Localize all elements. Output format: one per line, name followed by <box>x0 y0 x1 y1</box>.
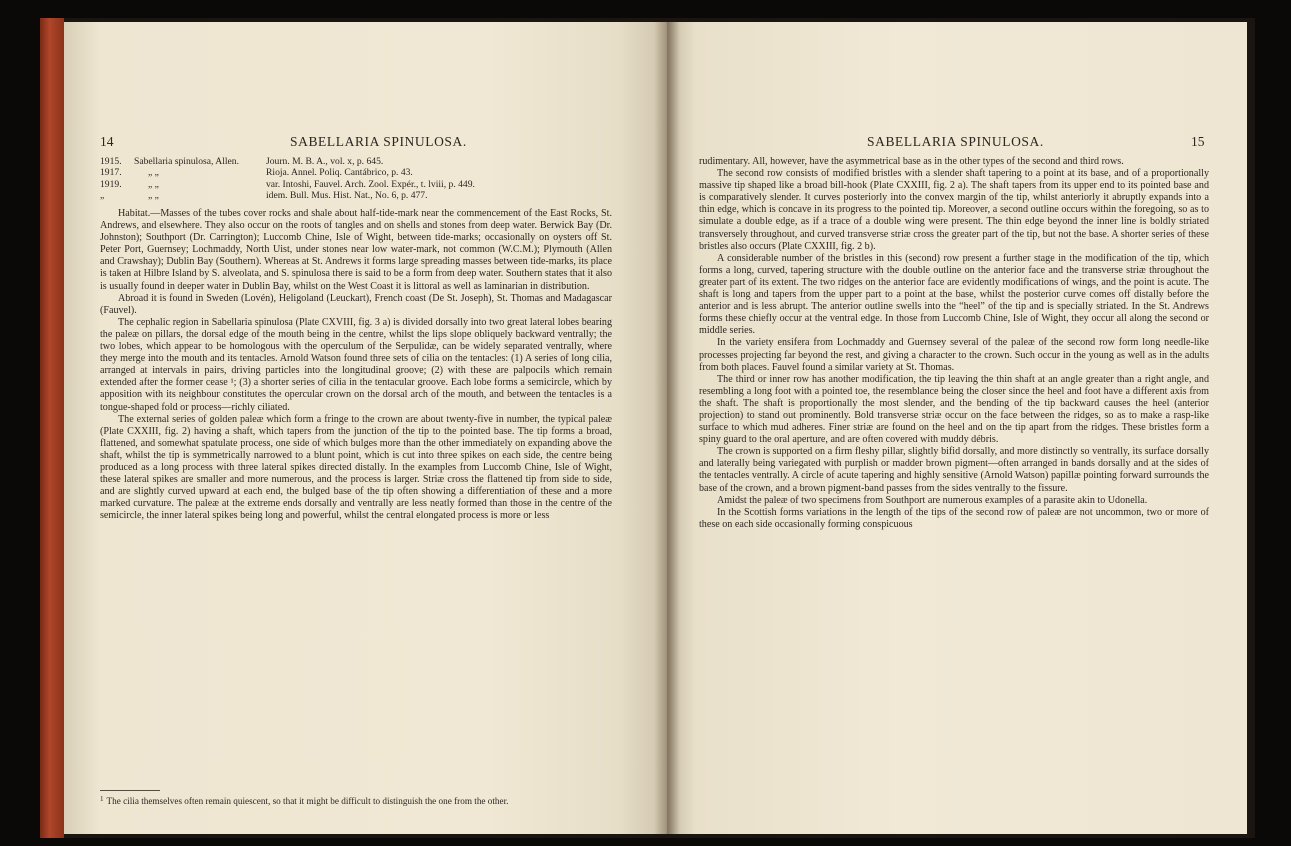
paragraph-habitat: Habitat.—Masses of the tubes cover rocks and shale about half-tide-mark near the commencement of the East Rocks, St. Andrews, and elsewhere. They also occur on the roots of tangles and on shells and stones from deep water. Berwick Bay (Dr. Johnston); Southport (Dr. Carrington); Luccomb Chine, Isle of Wight, between tide-marks; occasionally on oysters off St. Peter Port, Guernsey; Lochmaddy, North Uist, under stones near low water-mark, not common (W.C.M.); Plymouth (Allen and Crawshay); Dublin Bay (Southern). Whereas at St. Andrews it forms large spreading masses between tide-marks, its place is taken at Hilbre Island by S. alveolata, and S. spinulosa there is said to be a form from deep water. Southern states that it also is usually found in deeper water in Dublin Bay, whilst on the West Coast it is littoral as well as laminarian in distribution. <box>100 208 612 292</box>
synonymy-entry: 1919. „ „ var. Intoshi, Fauvel. Arch. Zool. Expér., t. lviii, p. 449. <box>100 178 475 190</box>
synonymy-entry: „ „ „ idem. Bull. Mus. Hist. Nat., No. 6, p. 477. <box>100 190 428 202</box>
synonymy-list <box>100 156 600 202</box>
right-body-text <box>699 156 1209 531</box>
book-cover-edge <box>40 18 64 838</box>
open-book <box>40 18 1255 838</box>
page-number-right: 15 <box>1191 134 1205 149</box>
running-head-left: SABELLARIA SPINULOSA. <box>290 134 467 149</box>
page-number-left: 14 <box>100 134 114 149</box>
footnote-mark: 1 <box>100 795 104 803</box>
paragraph-crown: The crown is supported on a firm fleshy pillar, slightly bifid dorsally, and more distinctly so ventrally, its surface dorsally and laterally being variegated with purplish or madder brown pigment—often arranged in bands dorsally and at the sides of the tentacles ventrally. A circle of acute tapering and highly sensitive (Arnold Watson) papillæ pointing forward surrounds the base of the crown, and a brown pigment-band passes from the sides ventrally to the fissure. <box>699 446 1209 494</box>
left-page <box>64 22 667 834</box>
synonymy-entry: 1917. „ „ Rioja. Annel. Poliq. Cantábrico, p. 43. <box>100 167 413 179</box>
paragraph-variety-ensifera: In the variety ensifera from Lochmaddy and Guernsey several of the paleæ of the second row form long needle-like processes projecting far beyond the rest, and giving a character to the crown. Such occur in the young as well as in the adults from both places. Fauvel found a similar variety at St. Thomas. <box>699 337 1209 373</box>
paragraph-third-row: The third or inner row has another modification, the tip leaving the thin shaft at an angle greater than a right angle, and resembling a long foot with a pointed toe, the resemblance being the closer since the heel and foot have a different axis from the shaft. The shaft is proportionally the most slender, and the bending of the tip backward causes the heel (anterior projection) to stand out prominently. Bold transverse striæ occur on the face between the ridges, so as to make a rasp-like surface to which mud adheres. Finer striæ are found on the heel and on the tip apart from the ridges. These bristles form a spiny guard to the oral aperture, and are often covered with muddy débris. <box>699 373 1209 446</box>
left-body-text <box>100 208 612 522</box>
paragraph-distribution: Abroad it is found in Sweden (Lovén), Heligoland (Leuckart), French coast (De St. Joseph), St. Thomas and Madagascar (Fauvel). <box>100 292 612 316</box>
paragraph-second-row: The second row consists of modified bristles with a slender shaft tapering to a point at its base, and of a proportionally massive tip shaped like a broad bill-hook (Plate CXXIII, fig. 2 a). The shaft tapers from its upper end to its pointed base and is comparatively slender. It curves posteriorly into the convex margin of the tip, whilst anteriorly it abruptly expands into a thin edge, which is concave in its progress to the pointed tip. Moreover, a second outline occurs within the foregoing, so as to simulate a double edge, as if a trace of a double wing were present. The thin edge beyond the inner line is boldly striated transversely throughout, and curved transverse striæ cross the greater part of the tip, but not the base. A shorter series of these bristles also occurs (Plate CXXIII, fig. 2 b). <box>699 168 1209 252</box>
paragraph-parasite: Amidst the paleæ of two specimens from Southport are numerous examples of a parasite akin to Udonella. <box>717 494 1148 506</box>
paragraph-cephalic-region: The cephalic region in Sabellaria spinulosa (Plate CXVIII, fig. 3 a) is divided dorsally into two great lateral lobes bearing the paleæ on pillars, the dorsal edge of the mouth being in the centre, whilst the lips slope obliquely backward ventrally; the two lobes, which appear to be homologous with the operculum of the Serpulidæ, can be widely separated ventrally, where they merge into the mouth and its tentacles. Arnold Watson found three sets of cilia on the tentacles: (1) A series of long cilia, arranged at intervals in pairs, driving particles into the longitudinal groove; (2) with these are palpocils which remain extended after the former cease ¹; (3) a shorter series of cilia in the tentacular groove. Each lobe forms a semicircle, which by apposition with its neighbour constitutes the opercular crown on the dorsal arch of the mouth, and between the tentacles is a tongue-shaped fold or process—richly ciliated. <box>100 316 612 413</box>
footnote <box>100 794 612 807</box>
paragraph-modification: A considerable number of the bristles in this (second) row present a further stage in the modification of the tip, which forms a long, curved, tapering structure with the double outline on the anterior face and the transverse striæ throughout the greater part of its extent. The two ridges on the anterior face are evidently modifications of wings, and the point is acute. The shaft is long and tapers from the upper part to a point at the base, whilst the posterior curve comes off distally before the anterior and is less abrupt. The anterior outline swells into the “heel” of the tip and is specially striated. In the St. Andrews forms these chiefly occur at the ventral edge. In those from Luccomb Chine, Isle of Wight, they occur all along the second or middle series. <box>699 252 1209 337</box>
footnote-text: The cilia themselves often remain quiescent, so that it might be difficult to distinguish the one from the other. <box>106 796 509 806</box>
paragraph-paleae: The external series of golden paleæ which form a fringe to the crown are about twenty-five in number, the typical paleæ (Plate CXXIII, fig. 2) having a shaft, which tapers from the junction of the tip to the pointed base. The tip forms a broad, flattened, and somewhat spatulate process, one side of which bulges more than the other immediately on expanding above the shaft, whilst the tip is symmetrically narrowed to a blunt point, which is cut into three spikes on each side, the centre being produced as a long process with three lateral spikes directed distally. In the examples from Luccomb Chine, Isle of Wight, these lateral spikes are smaller and more numerous, and the process is larger. Striæ cross the flattened tip from side to side, and are slightly curved upward at each end, the bulged base of the tip often showing a differentiation of these and a more marked curvature. The paleæ at the extreme ends dorsally and ventrally are less neatly formed than those in the centre of the semicircle, the inner lateral spikes being long and powerful, whilst the central elongated process is more or less <box>100 413 612 522</box>
running-head-right: SABELLARIA SPINULOSA. <box>867 134 1044 149</box>
synonymy-entry: 1915. Sabellaria spinulosa, Allen. Journ. M. B. A., vol. x, p. 645. <box>100 156 384 167</box>
paragraph-scottish-forms: In the Scottish forms variations in the length of the tips of the second row of paleæ are not uncommon, two or more of these on each side occasionally forming conspicuous <box>699 506 1209 530</box>
paragraph-rudimentary: rudimentary. All, however, have the asymmetrical base as in the other types of the second and third rows. <box>699 156 1124 167</box>
book-gutter <box>654 22 680 834</box>
footnote-rule <box>100 790 160 791</box>
right-page <box>667 22 1247 834</box>
